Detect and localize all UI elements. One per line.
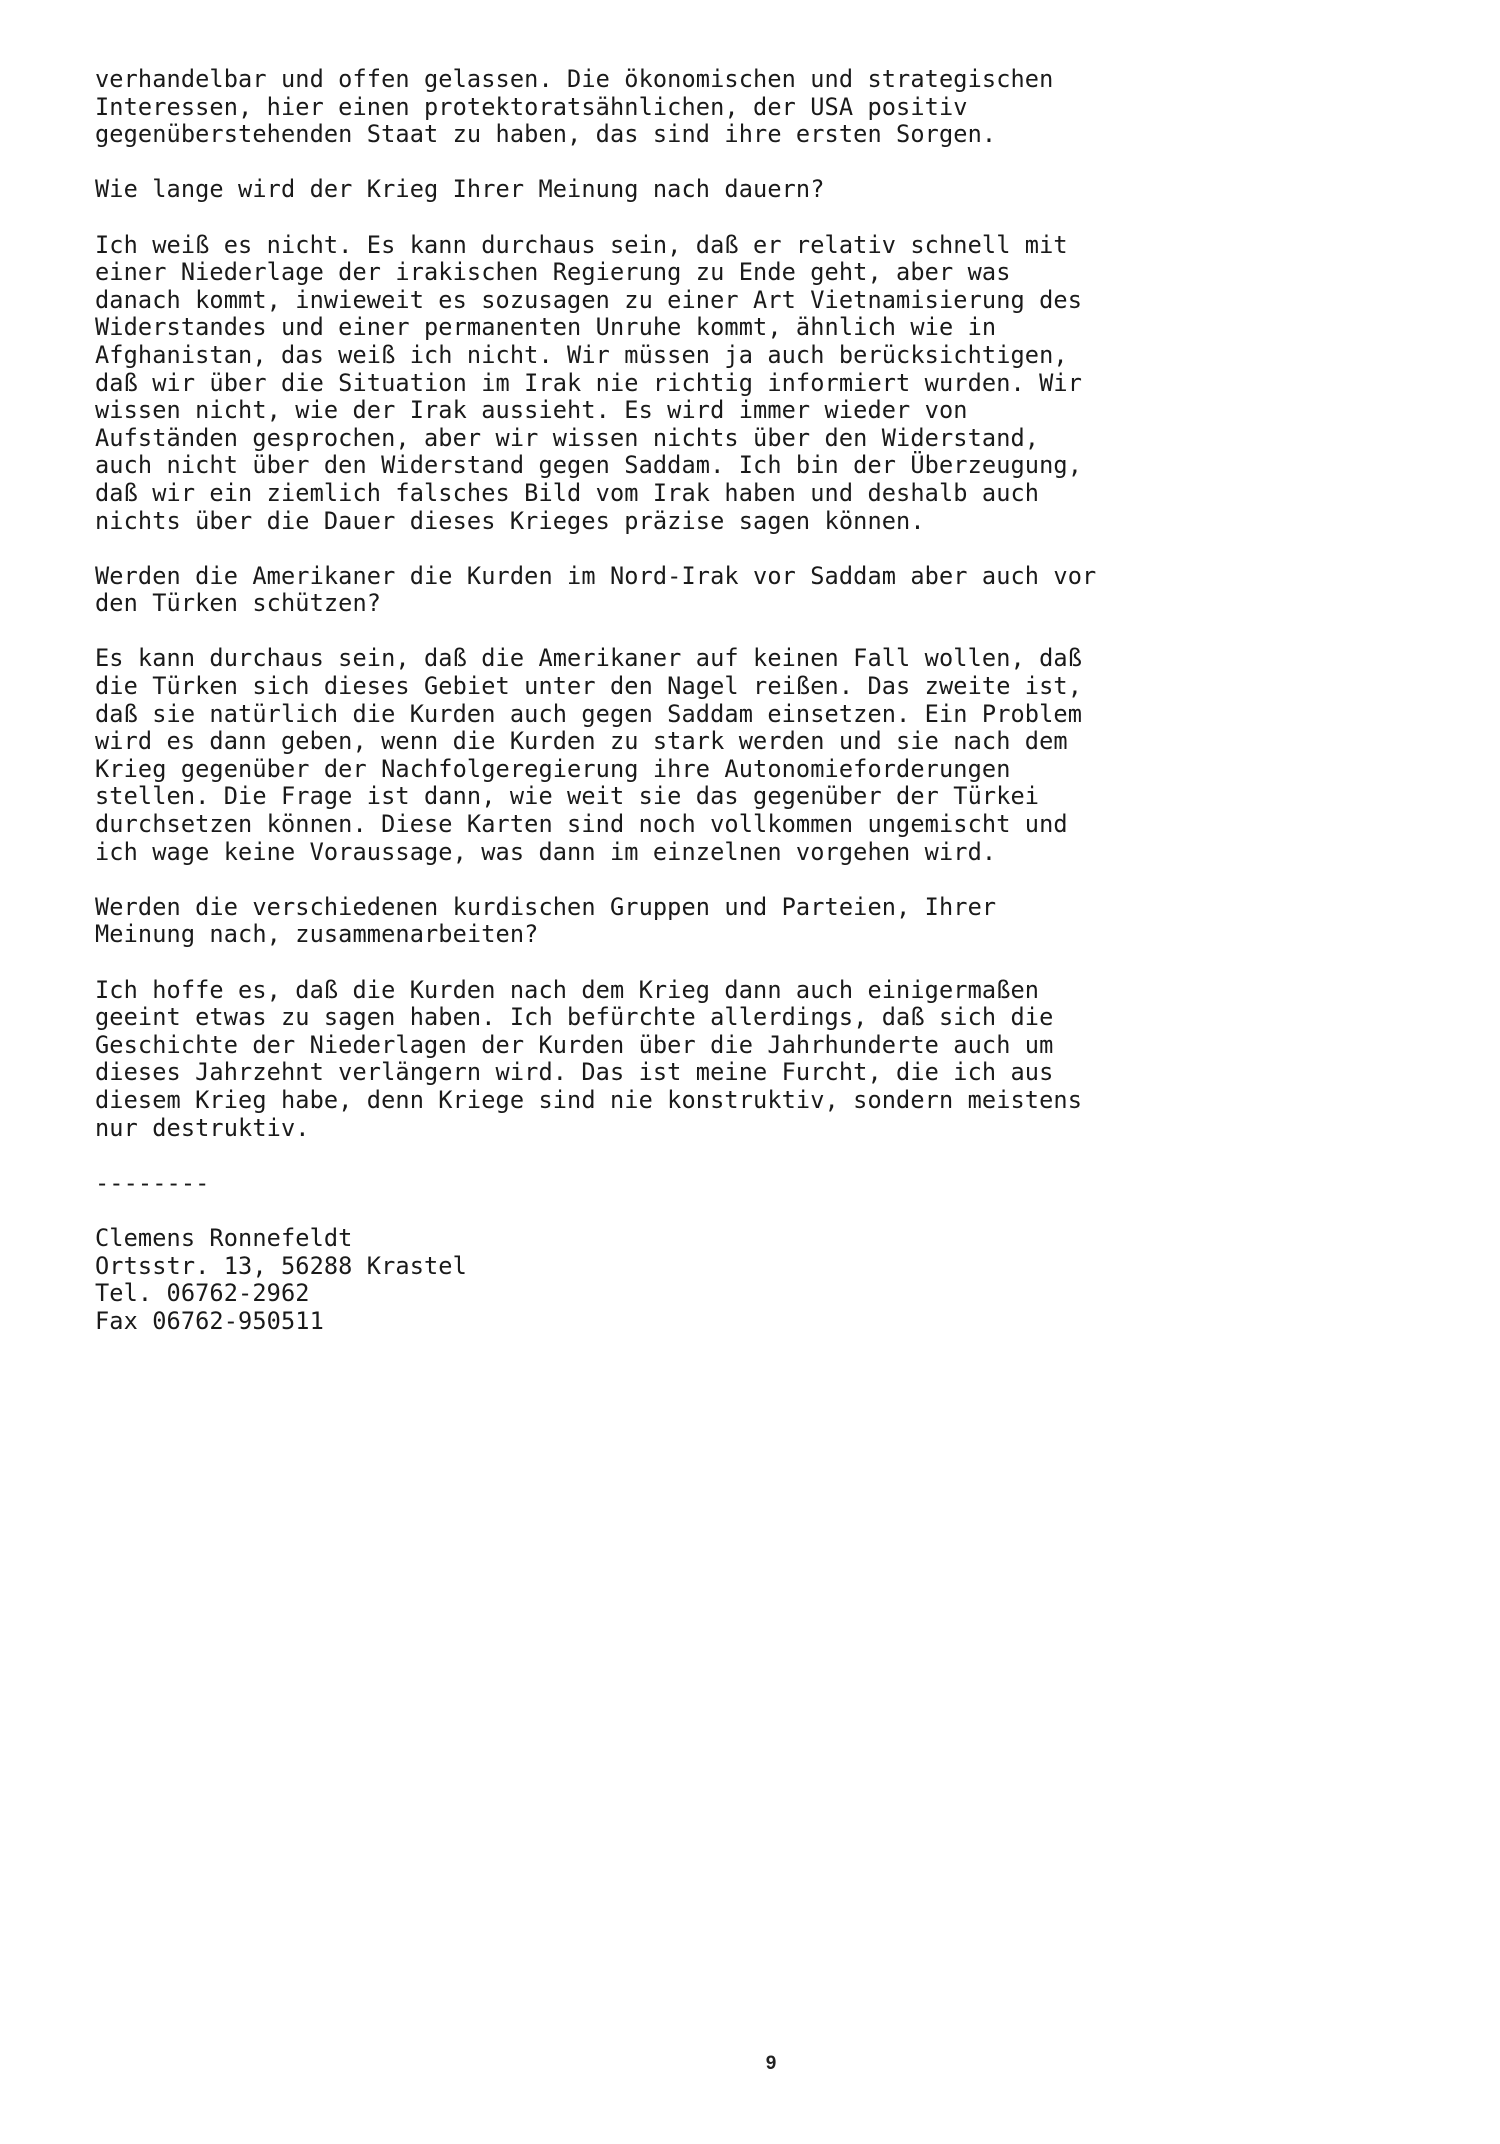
question-kurds-protection: Werden die Amerikaner die Kurden im Nord-Irak vor Saddam aber auch vor den Türken schützen? <box>95 561 1097 618</box>
answer-kurdish-groups: Ich hoffe es, daß die Kurden nach dem Krieg dann auch einigermaßen geeint etwas zu sagen haben. Ich befürchte allerdings, daß sich die Geschichte der Niederlagen der Kurden über die Jahrhunderte auch um dieses Jahrzehnt verlängern wird. Das ist meine Furcht, die ich aus diesem Krieg habe, denn Kriege sind nie konstruktiv, sondern meistens nur destruktiv. <box>95 975 1083 1142</box>
signature-fax: Fax 06762-950511 <box>95 1306 324 1335</box>
document-page <box>95 66 1425 1335</box>
separator-line: -------- <box>95 1168 210 1197</box>
answer-kurds-protection: Es kann durchaus sein, daß die Amerikaner auf keinen Fall wollen, daß die Türken sich dieses Gebiet unter den Nagel reißen. Das zweite ist, daß sie natürlich die Kurden auch gegen Saddam einsetzen. Ein Problem wird es dann geben, wenn die Kurden zu stark werden und sie nach dem Krieg gegenüber der Nachfolgeregierung ihre Autonomieforderungen stellen. Die Frage ist dann, wie weit sie das gegenüber der Türkei durchsetzen können. Diese Karten sind noch vollkommen ungemischt und ich wage keine Voraussage, was dann im einzelnen vorgehen wird. <box>95 644 1083 866</box>
signature-name: Clemens Ronnefeldt <box>95 1223 353 1252</box>
question-kurdish-groups: Werden die verschiedenen kurdischen Gruppen und Parteien, Ihrer Meinung nach, zusammenarbeiten? <box>95 892 997 949</box>
paragraph-interests: verhandelbar und offen gelassen. Die ökonomischen und strategischen Interessen, hier einen protektoratsähnlichen, der USA positiv gegenüberstehenden Staat zu haben, das sind ihre ersten Sorgen. <box>95 65 1054 149</box>
signature-block <box>95 1225 1425 1335</box>
page-number: 9 <box>765 2053 777 2074</box>
question-war-duration: Wie lange wird der Krieg Ihrer Meinung nach dauern? <box>95 175 825 204</box>
signature-tel: Tel. 06762-2962 <box>95 1279 310 1308</box>
signature-address: Ortsstr. 13, 56288 Krastel <box>95 1251 467 1280</box>
answer-war-duration: Ich weiß es nicht. Es kann durchaus sein, daß er relativ schnell mit einer Niederlage der irakischen Regierung zu Ende geht, aber was danach kommt, inwieweit es sozusagen zu einer Art Vietnamisierung des Widerstandes und einer permanenten Unruhe kommt, ähnlich wie in Afghanistan, das weiß ich nicht. Wir müssen ja auch berücksichtigen, daß wir über die Situation im Irak nie richtig informiert wurden. Wir wissen nicht, wie der Irak aussieht. Es wird immer wieder von Aufständen gesprochen, aber wir wissen nichts über den Widerstand, auch nicht über den Widerstand gegen Saddam. Ich bin der Überzeugung, daß wir ein ziemlich falsches Bild vom Irak haben und deshalb auch nichts über die Dauer dieses Krieges präzise sagen können. <box>95 230 1083 535</box>
